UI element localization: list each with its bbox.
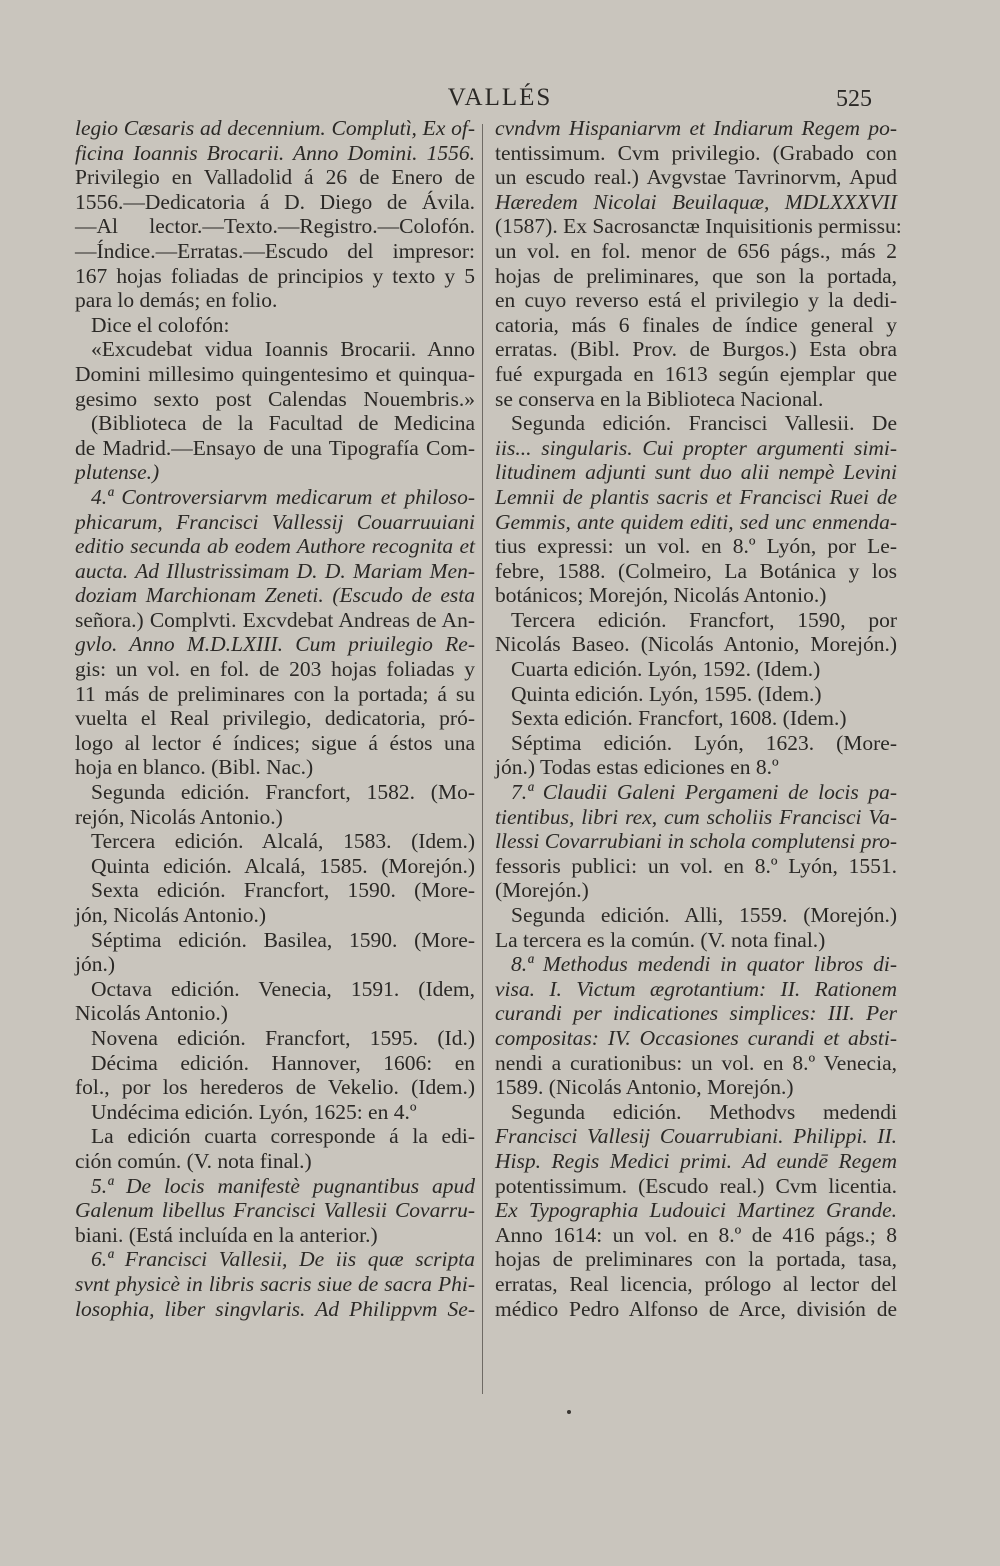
text-line: fol., por los herederos de Vekelio. (Idem.) xyxy=(75,1075,475,1100)
text-line: Hæredem Nicolai Beuilaquæ, MDLXXXVII xyxy=(495,189,897,214)
text-line: editio secunda ab eodem Authore recognita et xyxy=(75,534,475,559)
text-line: svnt physicè in libris sacris siue de sacra Phi- xyxy=(75,1271,475,1296)
text-line: Sexta edición. Francfort, 1590. (More- xyxy=(91,878,475,903)
text-line: Francisci Vallesij Couarrubiani. Philippi. II. xyxy=(495,1124,897,1149)
text-line: La tercera es la común. (V. nota final.) xyxy=(495,927,826,952)
text-line: un vol. en fol. menor de 656 págs., más 2 xyxy=(495,238,897,263)
text-line: Gemmis, ante quidem editi, sed unc enmenda- xyxy=(495,509,897,534)
text-line: aucta. Ad Illustrissimam D. D. Mariam Men- xyxy=(75,558,475,583)
text-line: Novena edición. Francfort, 1595. (Id.) xyxy=(91,1025,475,1050)
text-line: Ex Typographia Ludouici Martinez Grande. xyxy=(495,1198,897,1223)
text-line: Décima edición. Hannover, 1606: en xyxy=(91,1050,475,1075)
text-line: Segunda edición. Francfort, 1582. (Mo- xyxy=(91,780,475,805)
text-line: —Índice.—Erratas.—Escudo del impresor: xyxy=(75,238,475,263)
text-line: 4.ª Controversiarvm medicarum et philoso- xyxy=(91,484,475,509)
text-line: (Biblioteca de la Facultad de Medicina xyxy=(91,411,475,436)
text-line: (1587). Ex Sacrosanctæ Inquisitionis permissu: xyxy=(495,214,902,239)
text-line: fessoris publici: un vol. en 8.º Lyón, 1551. xyxy=(495,853,897,878)
text-line: de Madrid.—Ensayo de una Tipografía Com- xyxy=(75,435,475,460)
text-line: compositas: IV. Occasiones curandi et absti- xyxy=(495,1025,897,1050)
text-line: Undécima edición. Lyón, 1625: en 4.º xyxy=(91,1099,417,1124)
text-line: doziam Marchionam Zeneti. (Escudo de esta xyxy=(75,583,475,608)
text-line: «Excudebat vidua Ioannis Brocarii. Anno xyxy=(91,337,475,362)
text-line: Séptima edición. Basilea, 1590. (More- xyxy=(91,927,475,952)
text-line: Tercera edición. Alcalá, 1583. (Idem.) xyxy=(91,829,475,854)
text-line: iis... singularis. Cui propter argumenti simi- xyxy=(495,435,897,460)
text-line: ción común. (V. nota final.) xyxy=(75,1148,312,1173)
text-line: Domini millesimo quingentesimo et quinqua- xyxy=(75,361,475,386)
text-line: Tercera edición. Francfort, 1590, por xyxy=(511,607,897,632)
text-line: tentissimum. Cvm privilegio. (Grabado con xyxy=(495,140,897,165)
text-line: señora.) Complvti. Excvdebat Andreas de An- xyxy=(75,607,475,632)
text-line: Nicolás Baseo. (Nicolás Antonio, Morejón.) xyxy=(495,632,897,657)
text-line: un escudo real.) Avgvstae Tavrinorvm, Apud xyxy=(495,165,897,190)
text-line: febre, 1588. (Colmeiro, La Botánica y los xyxy=(495,558,897,583)
text-line: rejón, Nicolás Antonio.) xyxy=(75,804,283,829)
text-line: cvndvm Hispaniarvm et Indiarum Regem po- xyxy=(495,116,897,140)
text-line: (Morejón.) xyxy=(495,878,589,903)
text-line: Lemnii de plantis sacris et Francisci Ruei de xyxy=(495,484,897,509)
text-line: 1589. (Nicolás Antonio, Morejón.) xyxy=(495,1075,794,1100)
text-line: 7.ª Claudii Galeni Pergameni de locis pa- xyxy=(511,780,897,805)
text-line: ficina Ioannis Brocarii. Anno Domini. 1556. xyxy=(75,140,475,165)
text-line: hojas de preliminares, que son la portada, xyxy=(495,263,897,288)
text-line: para lo demás; en folio. xyxy=(75,288,278,313)
text-line: Quinta edición. Alcalá, 1585. (Morejón.) xyxy=(91,853,475,878)
text-line: Quinta edición. Lyón, 1595. (Idem.) xyxy=(511,681,822,706)
text-line: jón.) xyxy=(75,952,116,977)
text-line: hoja en blanco. (Bibl. Nac.) xyxy=(75,755,314,780)
text-line: gvlo. Anno M.D.LXIII. Cum priuilegio Re- xyxy=(75,632,475,657)
text-line: gesimo sexto post Calendas Nouembris.» xyxy=(75,386,475,411)
text-line: Cuarta edición. Lyón, 1592. (Idem.) xyxy=(511,657,821,682)
text-line: Hisp. Regis Medici primi. Ad eundē Regem xyxy=(495,1148,897,1173)
text-line: erratas. (Bibl. Prov. de Burgos.) Esta obra xyxy=(495,337,897,362)
text-line: phicarum, Francisci Vallessij Couarruuiani xyxy=(75,509,475,534)
text-line: botánicos; Morejón, Nicolás Antonio.) xyxy=(495,583,827,608)
text-line: gis: un vol. en fol. de 203 hojas foliadas y xyxy=(75,657,475,682)
text-line: 6.ª Francisci Vallesii, De iis quæ scripta xyxy=(91,1247,475,1272)
text-line: llessi Covarrubiani in schola complutensi pro- xyxy=(495,829,897,854)
text-line: 5.ª De locis manifestè pugnantibus apud xyxy=(91,1173,475,1198)
text-line: Séptima edición. Lyón, 1623. (More- xyxy=(511,730,897,755)
text-line: 8.ª Methodus medendi in quator libros di- xyxy=(511,952,897,977)
text-line: 11 más de preliminares con la portada; á su xyxy=(75,681,475,706)
text-line: catoria, más 6 finales de índice general y xyxy=(495,312,897,337)
text-line: vuelta el Real privilegio, dedicatoria, pró- xyxy=(75,706,475,731)
text-line: Dice el colofón: xyxy=(91,312,230,337)
text-line: Galenum libellus Francisci Vallesii Covarru- xyxy=(75,1198,475,1223)
text-line: Segunda edición. Methodvs medendi xyxy=(511,1099,897,1124)
text-line: médico Pedro Alfonso de Arce, división de xyxy=(495,1296,897,1321)
text-line: en cuyo reverso está el privilegio y la dedi- xyxy=(495,288,897,313)
text-line: nendi a curationibus: un vol. en 8.º Venecia, xyxy=(495,1050,897,1075)
page-number: 525 xyxy=(836,86,872,112)
text-line: jón.) Todas estas ediciones en 8.º xyxy=(495,755,779,780)
ink-dot xyxy=(567,1410,571,1414)
text-line: plutense.) xyxy=(75,460,160,485)
text-line: Octava edición. Venecia, 1591. (Idem, xyxy=(91,976,475,1001)
text-line: tius expressi: un vol. en 8.º Lyón, por Le- xyxy=(495,534,897,559)
text-line: tientibus, libri rex, cum scholiis Francisci Va- xyxy=(495,804,897,829)
text-line: Anno 1614: un vol. en 8.º de 416 págs.; 8 xyxy=(495,1222,897,1247)
text-line: 167 hojas foliadas de principios y texto y 5 xyxy=(75,263,475,288)
text-line: losophia, liber singvlaris. Ad Philippvm Se- xyxy=(75,1296,475,1321)
right-column xyxy=(495,116,902,1321)
text-line: biani. (Está incluída en la anterior.) xyxy=(75,1222,378,1247)
text-line: Segunda edición. Alli, 1559. (Morejón.) xyxy=(511,903,897,927)
text-line: fué expurgada en 1613 según ejemplar que xyxy=(495,361,897,386)
text-line: Segunda edición. Francisci Vallesii. De xyxy=(511,411,897,436)
text-line: jón, Nicolás Antonio.) xyxy=(75,903,267,927)
text-line: logo al lector é índices; sigue á éstos una xyxy=(75,730,475,755)
running-head: VALLÉS xyxy=(447,84,553,111)
text-line: Privilegio en Valladolid á 26 de Enero de xyxy=(75,165,475,190)
text-line: hojas de preliminares con la portada, tasa, xyxy=(495,1247,897,1272)
text-line: legio Cæsaris ad decennium. Complutì, Ex of- xyxy=(75,116,475,140)
text-line: —Al lector.—Texto.—Registro.—Colofón. xyxy=(75,214,475,239)
text-line: visa. I. Victum ægrotantium: II. Rationem xyxy=(495,976,897,1001)
left-column xyxy=(75,116,475,1321)
text-line: 1556.—Dedicatoria á D. Diego de Ávila. xyxy=(75,189,475,214)
text-line: Nicolás Antonio.) xyxy=(75,1001,228,1026)
text-line: La edición cuarta corresponde á la edi- xyxy=(91,1124,475,1149)
text-line: litudinem adjunti sunt duo alii nempè Levini xyxy=(495,460,897,485)
text-line: Sexta edición. Francfort, 1608. (Idem.) xyxy=(511,706,847,731)
text-line: curandi per indicationes simplices: III. Per xyxy=(495,1001,897,1026)
text-line: se conserva en la Biblioteca Nacional. xyxy=(495,386,824,411)
text-line: potentissimum. (Escudo real.) Cvm licentia. xyxy=(495,1173,897,1198)
text-line: erratas, Real licencia, prólogo al lector del xyxy=(495,1271,897,1296)
column-rule xyxy=(482,124,483,1394)
